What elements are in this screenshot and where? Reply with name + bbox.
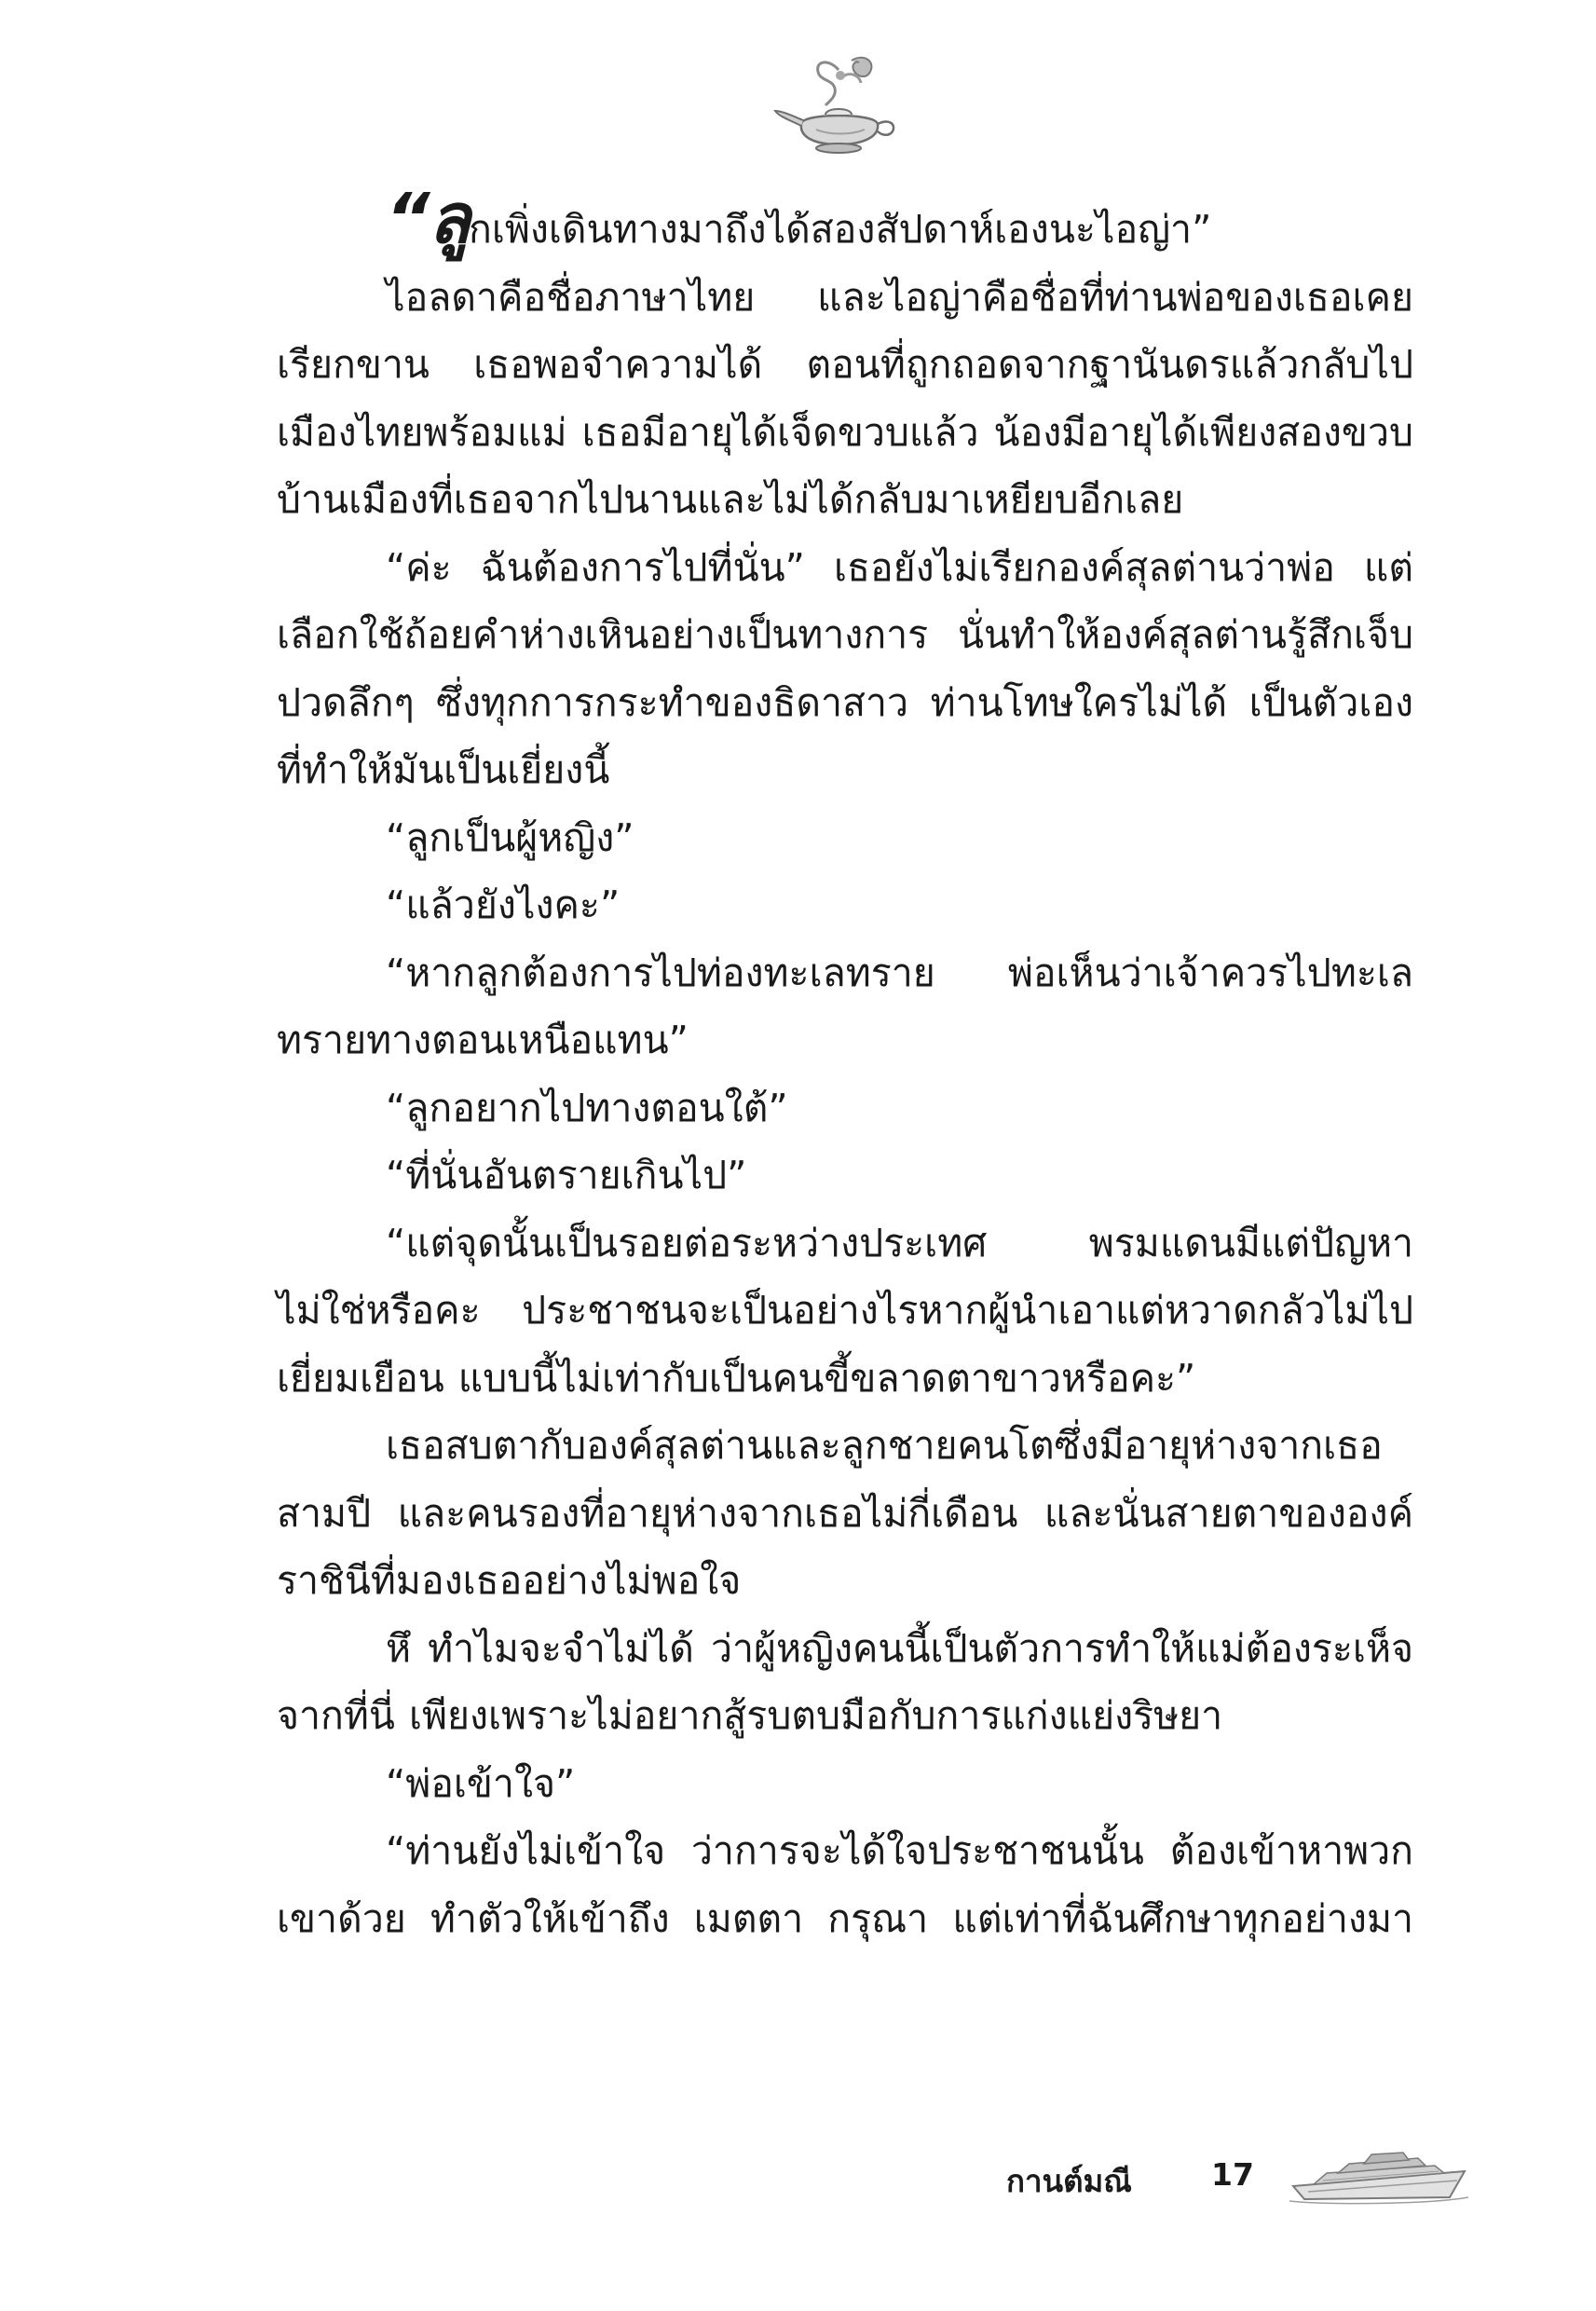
paragraph-1 <box>277 179 1413 264</box>
paragraph-13: “ท่านยังไม่เข้าใจ ว่าการจะได้ใจประชาชนนั้น ต้องเข้าหาพวกเขาด้วย ทำตัวให้เข้าถึง เมตตา กรุณา แต่เท่าที่ฉันศึกษาทุกอย่างมา <box>277 1828 1413 1941</box>
page-footer <box>988 2143 1472 2218</box>
paragraph-11: หึ ทำไมจะจำไม่ได้ ว่าผู้หญิงคนนี้เป็นตัวการทำให้แม่ต้องระเห็จจากที่นี่ เพียงเพราะไม่อยากสู้รบตบมือกับการแก่งแย่งริษยา <box>277 1625 1413 1738</box>
body-text <box>277 179 1413 1952</box>
book-title: กานต์มณี <box>1006 2163 1132 2199</box>
paragraph-9: “แต่จุดนั้นเป็นรอยต่อระหว่างประเทศ พรมแดนมีแต่ปัญหาไม่ใช่หรือคะ ประชาชนจะเป็นอย่างไรหากผู้นำเอาแต่หวาดกลัวไม่ไปเยี่ยมเยือน แบบนี้ไม่เท่ากับเป็นคนขี้ขลาดตาขาวหรือคะ” <box>277 1220 1413 1401</box>
cruise-ship-icon <box>1286 2143 1472 2208</box>
paragraph-3: “ค่ะ ฉันต้องการไปที่นั่น” เธอยังไม่เรียกองค์สุลต่านว่าพ่อ แต่เลือกใช้ถ้อยคำห่างเหินอย่างเป็นทางการ นั่นทำให้องค์สุลต่านรู้สึกเจ็บปวดลึกๆ ซึ่งทุกการกระทำของธิดาสาว ท่านโทษใครไม่ได้ เป็นตัวเองที่ทำให้มันเป็นเยี่ยงนี้ <box>277 544 1413 792</box>
page-number: 17 <box>1211 2156 1254 2193</box>
dropcap: “ลู <box>386 179 470 259</box>
paragraph-8: “ที่นั่นอันตรายเกินไป” <box>386 1153 747 1197</box>
paragraph-4: “ลูกเป็นผู้หญิง” <box>386 814 634 860</box>
paragraph-6: “หากลูกต้องการไปท่องทะเลทราย พ่อเห็นว่าเจ้าควรไปทะเลทรายทางตอนเหนือแทน” <box>277 950 1413 1062</box>
paragraph-10: เธอสบตากับองค์สุลต่านและลูกชายคนโตซึ่งมีอายุห่างจากเธอสามปี และคนรองที่อายุห่างจากเธอไม่กี่เดือน และนั่นสายตาขององค์ราชินีที่มองเธออย่างไม่พอใจ <box>277 1423 1413 1603</box>
paragraph-5: “แล้วยังไงคะ” <box>386 882 621 927</box>
genie-lamp-icon <box>773 51 904 163</box>
paragraph-12: “พ่อเข้าใจ” <box>386 1760 576 1806</box>
paragraph-7: “ลูกอยากไปทางตอนใต้” <box>386 1085 788 1130</box>
paragraph-2: ไอลดาคือชื่อภาษาไทย และไอญ่าคือชื่อที่ท่านพ่อของเธอเคยเรียกขาน เธอพอจำความได้ ตอนที่ถูกถอดจากฐานันดรแล้วกลับไปเมืองไทยพร้อมแม่ เธอมีอายุได้เจ็ดขวบแล้ว น้องมีอายุได้เพียงสองขวบ บ้านเมืองที่เธอจากไปนานและไม่ได้กลับมาเหยียบอีกเลย <box>277 274 1413 522</box>
paragraph-text: กเพิ่งเดินทางมาถึงได้สองสัปดาห์เองนะไอญ่า” <box>469 207 1212 252</box>
